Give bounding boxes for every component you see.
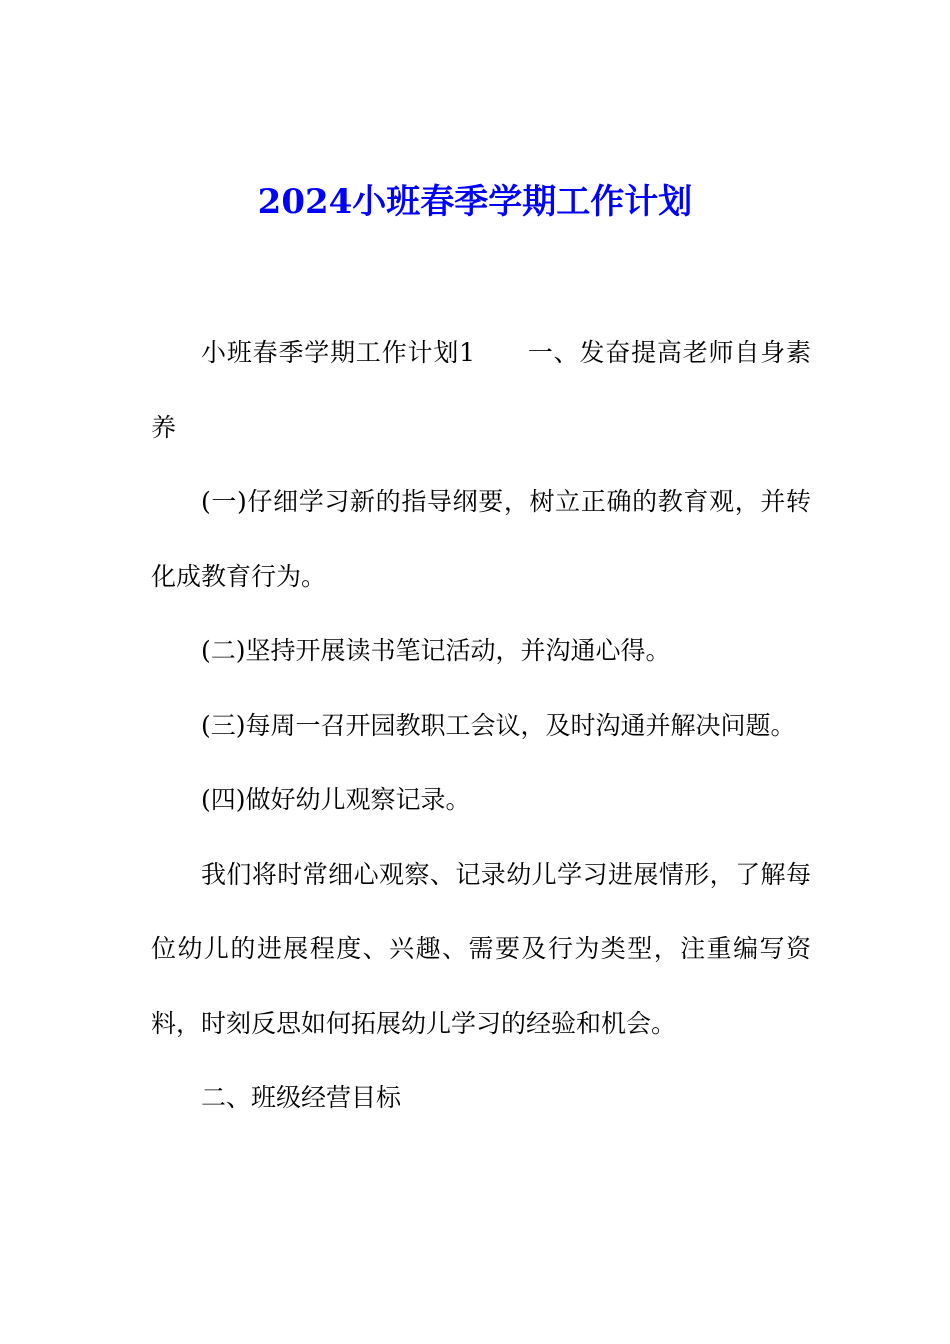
- paragraph-item-2: (二)坚持开展读书笔记活动，并沟通心得。: [201, 636, 671, 665]
- document-body: [151, 316, 811, 1136]
- section-heading-one: 一、发奋提高老师自身素养: [151, 338, 811, 442]
- paragraph-plan-heading: [151, 316, 811, 465]
- paragraph-observation: 我们将时常细心观察、记录幼儿学习进展情形，了解每位幼儿的进展程度、兴趣、需要及行为类型，注重编写资料，时刻反思如何拓展幼儿学习的经验和机会。: [151, 859, 811, 1038]
- paragraph-item-3: (三)每周一召开园教职工会议，及时沟通并解决问题。: [201, 710, 796, 740]
- paragraph-item-1: (一)仔细学习新的指导纲要，树立正确的教育观，并转化成教育行为。: [151, 487, 811, 591]
- paragraph-section-two-heading: 二、班级经营目标: [201, 1083, 402, 1112]
- paragraph-item-4: (四)做好幼儿观察记录。: [201, 785, 471, 814]
- document-title: 2024小班春季学期工作计划: [257, 182, 693, 222]
- section-lead: 小班春季学期工作计划1: [201, 338, 476, 367]
